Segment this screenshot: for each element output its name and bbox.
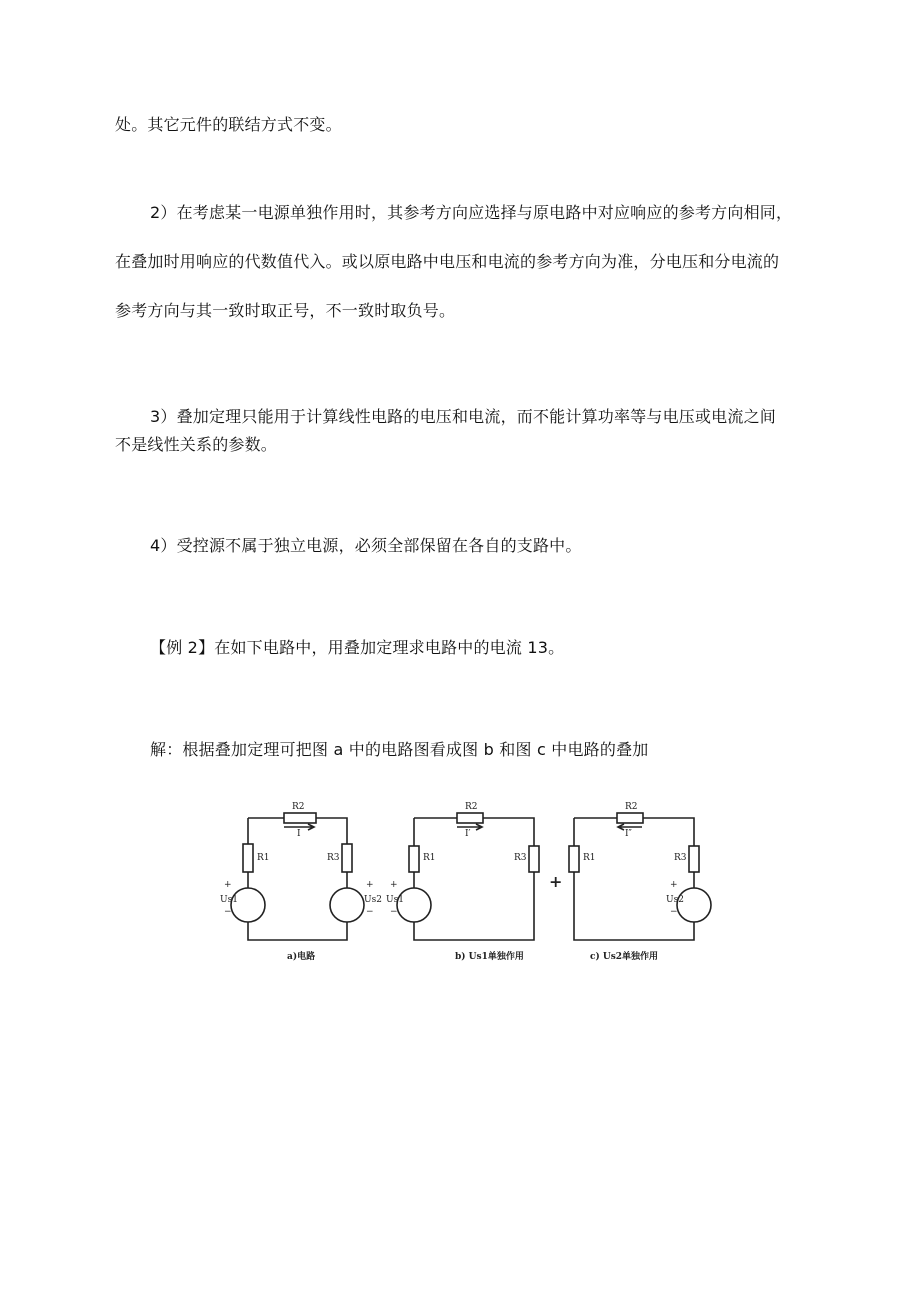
source-us1-a xyxy=(231,888,265,922)
resistor-r3-b xyxy=(529,846,539,872)
label-plus-us1-a: + xyxy=(224,880,232,890)
label-r1-b: R1 xyxy=(423,853,436,863)
label-minus-us2-c: − xyxy=(670,907,678,917)
paragraph-2-line-2: 在叠加时用响应的代数值代入。或以原电路中电压和电流的参考方向为准，分电压和分电流的 xyxy=(115,252,780,271)
plus-sign: + xyxy=(549,872,563,891)
caption-b: b) Us1单独作用 xyxy=(455,952,524,962)
label-r3-a: R3 xyxy=(327,853,340,863)
resistor-r2-b xyxy=(457,813,483,823)
resistor-r1-b xyxy=(409,846,419,872)
label-us1-a: Us1 xyxy=(220,895,238,905)
resistor-r2-a xyxy=(284,813,316,823)
caption-a: a)电路 xyxy=(287,952,316,962)
label-minus-us1-a: − xyxy=(224,907,232,917)
example-2: 【例 2】在如下电路中，用叠加定理求电路中的电流 13。 xyxy=(150,638,565,657)
label-us1-b: Us1 xyxy=(386,895,404,905)
label-r3-b: R3 xyxy=(514,853,527,863)
source-us1-b xyxy=(397,888,431,922)
paragraph-2-line-1: 2）在考虑某一电源单独作用时，其参考方向应选择与原电路中对应响应的参考方向相同， xyxy=(150,203,793,222)
label-plus-us2-c: + xyxy=(670,880,678,890)
paragraph-2-line-3: 参考方向与其一致时取正号，不一致时取负号。 xyxy=(115,301,456,320)
circuit-diagram xyxy=(212,798,724,970)
label-i-prime-b: I′ xyxy=(465,829,471,839)
resistor-r1-a xyxy=(243,844,253,872)
solution-line: 解：根据叠加定理可把图 a 中的电路图看成图 b 和图 c 中电路的叠加 xyxy=(150,740,649,759)
paragraph-3-line-2: 不是线性关系的参数。 xyxy=(115,435,278,454)
label-minus-us2-a: − xyxy=(366,907,374,917)
label-i-double-prime-c: I″ xyxy=(625,829,632,839)
text-line-1: 处。其它元件的联结方式不变。 xyxy=(115,115,342,134)
source-us2-a xyxy=(330,888,364,922)
resistor-r3-a xyxy=(342,844,352,872)
label-r2-a: R2 xyxy=(292,802,305,812)
label-r1-a: R1 xyxy=(257,853,270,863)
circuit-c xyxy=(569,813,711,940)
label-r2-b: R2 xyxy=(465,802,478,812)
label-plus-us1-b: + xyxy=(390,880,398,890)
label-minus-us1-b: − xyxy=(390,907,398,917)
caption-c: c) Us2单独作用 xyxy=(590,952,659,962)
resistor-r2-c xyxy=(617,813,643,823)
label-r3-c: R3 xyxy=(674,853,687,863)
resistor-r3-c xyxy=(689,846,699,872)
source-us2-c xyxy=(677,888,711,922)
label-r2-c: R2 xyxy=(625,802,638,812)
paragraph-3-line-1: 3）叠加定理只能用于计算线性电路的电压和电流，而不能计算功率等与电压或电流之间 xyxy=(150,407,776,426)
resistor-r1-c xyxy=(569,846,579,872)
label-i-a: I xyxy=(297,829,301,839)
label-us2-a: Us2 xyxy=(364,895,382,905)
label-r1-c: R1 xyxy=(583,853,596,863)
label-plus-us2-a: + xyxy=(366,880,374,890)
paragraph-4: 4）受控源不属于独立电源，必须全部保留在各自的支路中。 xyxy=(150,536,582,555)
label-us2-c: Us2 xyxy=(666,895,684,905)
